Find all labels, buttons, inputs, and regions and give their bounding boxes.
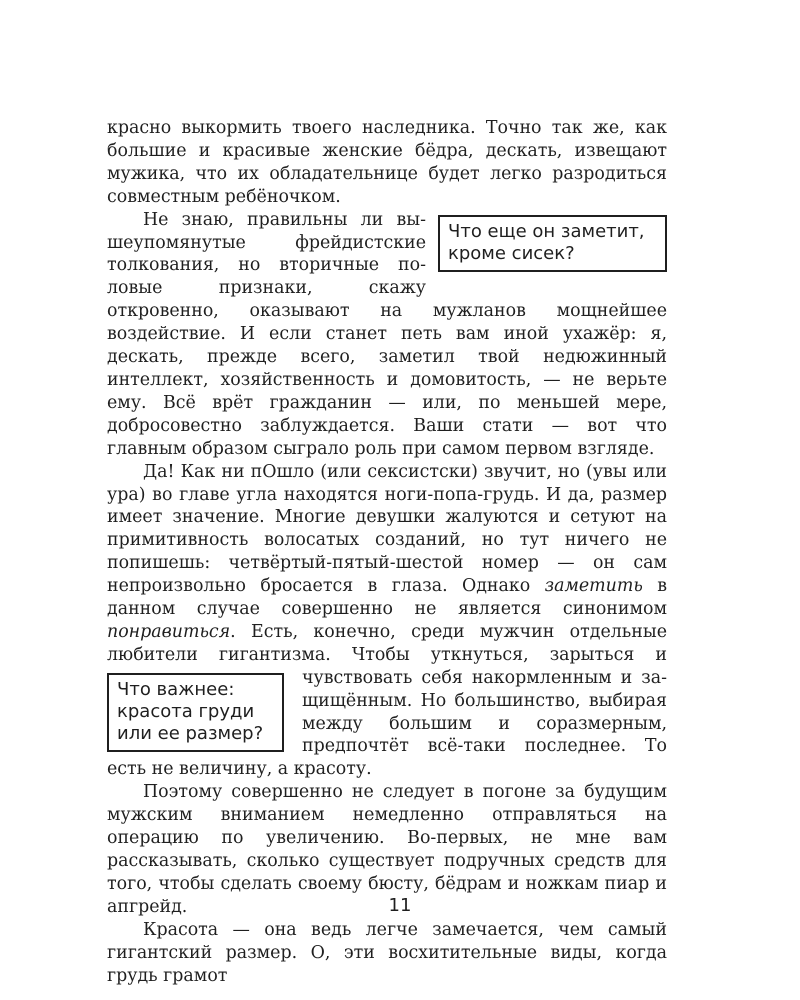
paragraph-3-text: Да! Как ни пОшло (или сексистски) звучит, но (увы или ура) во главе угла находятся ноги-попа-грудь. И да, размер имеет значение. Многие девушки жалуются и сетуют на примитивность волосатых созданий, но тут ничего не попишешь: четвёртый-пятый-шестой номер — он сам непроизвольно бросается в глаза. Однако [107,461,667,597]
paragraph-3 [107,461,667,782]
callout-question-beauty-or-size [107,673,284,752]
paragraph-4: Поэтому совершенно не следует в погоне за будущим мужским вниманием немедленно отправляться на операцию по увеличению. Во-первых, не мне вам рассказывать, сколько существует подручных средств для того, чтобы сделать своему бюсту, бёдрам и ножкам пиар и апгрейд. [107,782,667,917]
callout-line: Что еще он заметит, [448,220,645,242]
callout-question-what-else [438,215,667,272]
callout-line: кроме сисек? [448,242,575,264]
italic-word-notice: заметить [544,576,643,597]
callout-line: Что важнее: [117,678,235,700]
paragraph-3-text: щищённым. Но большинство, выбирая между большим и соразмерным, предпочтёт всё-таки последнее. То есть не величину, а красоту. [107,690,667,780]
callout-line: красота груди [117,700,255,722]
paragraph-3-text [107,622,667,779]
paragraph-1: красно выкормить твоего наследника. Точно так же, как большие и красивые женские бёдра, дескать, извещают мужика, что их обладательнице будет легко разродиться совместным ребёночком. [107,118,667,207]
page-number: 11 [388,895,412,916]
paragraph-3-text: в данном случае совершенно не является синонимом [107,576,667,620]
paragraph-2-text: Не знаю, правильны ли вышеупомянутые фрейдистские толкования, но вторичные половые признаки, скажу откровенно, оказывают на мужланов мощнейшее воздействие. И если станет петь вам иной ухажёр: я, дескать, прежде всего, заметил твой недюжинный интеллект, хозяйственность и домовитость, — не верьте ему. Всё врёт гражданин — или, по меньшей мере, добросовестно заблуждается. Ваши стати — вот что главным образом сыграло роль при самом первом взгляде. [107,209,667,459]
italic-word-like: понравиться [107,621,231,642]
paragraph-3-text: . Есть, конечно, среди мужчин отдельные любители гигантизма. Чтобы уткнуться, зарыться и чувствовать себя накормленным и за [107,621,667,688]
callout-line: или ее размер? [117,722,264,744]
paragraph-5: Красота — она ведь легче замечается, чем самый гигантский размер. О, эти восхитительные виды, когда грудь грамот [107,919,667,986]
paragraph-2 [107,209,667,461]
book-page-text [107,117,667,987]
